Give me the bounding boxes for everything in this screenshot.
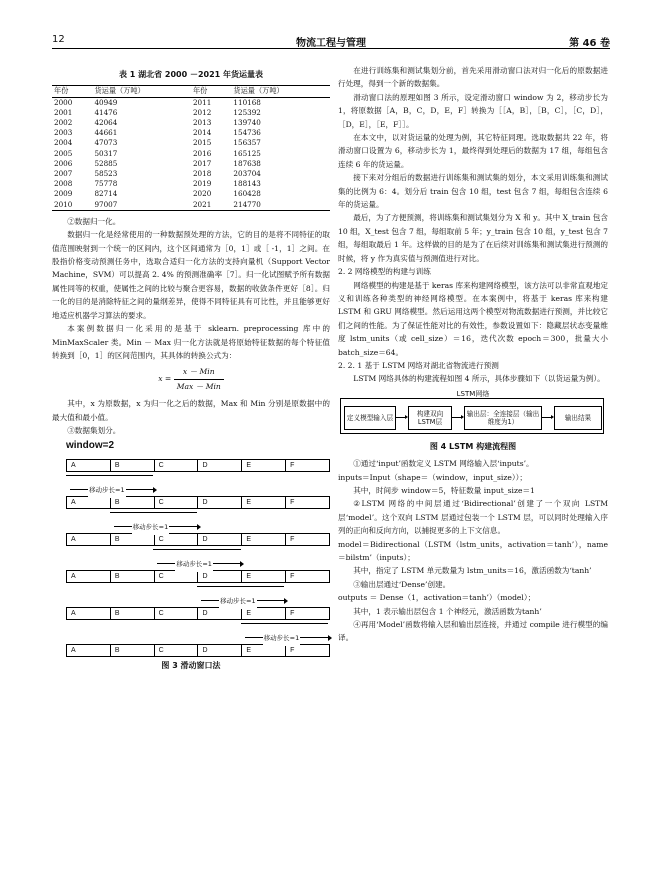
sequence-cell: B	[111, 645, 155, 656]
sequence-cell: B	[111, 608, 155, 619]
table-cell: 44661	[94, 128, 118, 138]
table-cell: 2016	[192, 148, 212, 158]
sequence-cell: D	[198, 460, 242, 471]
page-header	[52, 30, 610, 49]
para-dataset-split-heading: ③数据集划分。	[67, 425, 121, 435]
window-bracket	[197, 586, 284, 587]
flow-title: LSTM网络	[456, 389, 490, 398]
table-cell: 2013	[192, 118, 212, 128]
window-bracket	[153, 549, 240, 550]
step-label: 移动步长=1	[175, 558, 213, 571]
table-cell: 97007	[92, 200, 191, 211]
table-cell: 2006	[54, 158, 73, 168]
flow-arrow	[451, 417, 461, 418]
table-cell: 2009	[54, 189, 73, 199]
flow-box-input: 定义模型输入层	[344, 406, 396, 430]
table-row	[52, 149, 330, 159]
table-cell: 40949	[94, 97, 118, 107]
sequence-cell: F	[290, 536, 295, 544]
sequence-cell: D	[198, 534, 242, 545]
sliding-window-figure	[52, 439, 330, 659]
table-cell: 2011	[192, 97, 212, 107]
sequence-cell: F	[290, 647, 295, 655]
para-lstm-steps: LSTM 网络具体的构建流程如图 4 所示，具体步骤如下（以货运量为例）。	[353, 374, 605, 384]
flow-arrow	[541, 417, 551, 418]
sequence-cell: A	[67, 534, 111, 545]
sequence-cell: B	[111, 460, 155, 471]
sequence-cell: F	[290, 573, 295, 581]
table-cell: 47073	[94, 138, 118, 148]
table-cell: 110168	[233, 97, 261, 107]
formula-denominator: Max － Min	[176, 381, 221, 391]
sequence-cell: A	[67, 608, 111, 619]
window-bracket	[66, 475, 153, 476]
table-cell: 2014	[192, 128, 212, 138]
formula-numerator: x － Min	[174, 365, 224, 379]
code-inputs: inputs＝Input（shape＝（window，input_size））；	[338, 472, 528, 482]
table-cell: 165125	[233, 148, 261, 158]
sequence-cell: E	[242, 645, 286, 656]
sequence-cell: C	[155, 497, 199, 508]
table-cell: 52885	[94, 158, 118, 168]
code-model: model＝Bidirectional（LSTM（lstm_units，activation＝tanh’），name＝bilstm’（inputs）；	[338, 539, 608, 562]
table-cell: 58523	[94, 169, 118, 179]
step3-text: ③输出层通过‘Dense’创建。	[353, 579, 451, 589]
step-label: 移动步长=1	[219, 595, 257, 608]
table-cell: 2002	[54, 118, 73, 128]
table-header-row	[52, 86, 330, 97]
volume-label: 第 46 卷	[569, 38, 610, 49]
formula-lhs: x =	[158, 374, 172, 384]
sequence-cell: A	[67, 645, 111, 656]
table-row	[52, 159, 330, 169]
table-row	[52, 128, 330, 138]
flow-arrow	[395, 417, 405, 418]
table-row	[52, 138, 330, 148]
window-title: window=2	[66, 440, 115, 452]
para-formula-explain: 其中，x 为原数据，x 为归一化之后的数据，Max 和 Min 分别是原数据中的最大值和最小值。	[52, 399, 330, 422]
left-column	[52, 64, 330, 677]
sequence-cell: D	[198, 571, 242, 582]
table-cell: 188143	[233, 179, 261, 189]
table-cell: 2007	[54, 169, 73, 179]
col-header: 货运量（万吨）	[92, 86, 191, 97]
flow-box-output: 输出层：全连接层（输出维度为1）	[464, 406, 542, 430]
step3-note: 其中，1 表示输出层包含 1 个神经元，激活函数为tanh’	[353, 606, 542, 616]
table-cell: 2021	[191, 200, 231, 211]
flow-box-result: 输出结果	[554, 406, 602, 430]
table-cell: 2003	[54, 128, 73, 138]
fig4-caption: 图 4 LSTM 构建流程图	[429, 441, 517, 451]
sequence-cell: C	[155, 608, 199, 619]
para-train-test-split: 接下来对分组后的数据进行训练集和测试集的划分，本文采用训练集和测试集的比例为 6：4。划分后 train 包含 10 组，test 包含 7 组，每组包含连续 6 年的货运量。	[338, 173, 608, 210]
step-label: 移动步长=1	[132, 521, 170, 534]
freight-table	[52, 85, 330, 210]
formula-fraction	[174, 365, 224, 393]
table-cell: 2012	[192, 107, 212, 117]
table-cell: 160428	[233, 189, 261, 199]
code-outputs: outputs ＝ Dense（1，activation＝tanh’）（model）；	[338, 593, 536, 603]
lstm-flowchart	[338, 388, 608, 438]
table-cell: 2019	[192, 179, 212, 189]
table-cell: 41476	[94, 107, 118, 117]
window-sequence-row	[66, 533, 330, 546]
sequence-cell: E	[242, 571, 286, 582]
table-cell: 125392	[233, 107, 261, 117]
para-window-principle: 滑动窗口法的原理如图 3 所示，设定滑动窗口 window 为 2，移动步长为 1，将原数据［A，B，C，D，E，F］转换为［［A，B］，［B，C］，［C，D］，［D，E］，［E，F］］。	[338, 92, 608, 129]
step2-text: ②LSTM 网络的中间层通过‘Bidirectional’创建了一个双向 LSTM 层‘model’。这个双向 LSTM 层通过包装一个 LSTM 层，可以同时处理输入序列的正向和反向方向，以捕捉更多的上下文信息。	[338, 499, 608, 536]
sequence-cell: F	[290, 462, 295, 470]
table-cell: 2008	[54, 179, 73, 189]
table-cell: 187638	[233, 158, 261, 168]
sequence-cell: A	[67, 497, 111, 508]
sequence-cell: A	[67, 571, 111, 582]
window-sequence-row	[66, 644, 330, 657]
table-cell: 139740	[233, 118, 261, 128]
step2-note: 其中，指定了 LSTM 单元数量为 lstm_units＝16，激活函数为‘tanh’	[353, 566, 592, 576]
window-bracket	[241, 623, 328, 624]
table-row	[52, 118, 330, 128]
table-row	[52, 169, 330, 179]
sequence-cell: E	[242, 608, 286, 619]
right-column	[338, 64, 608, 645]
fig3-caption: 图 3 滑动窗口法	[161, 661, 221, 671]
section-2-2-1-heading: 2. 2. 1 基于 LSTM 网络对湖北省物流进行预测	[338, 360, 499, 370]
sequence-cell: D	[198, 608, 242, 619]
table-cell: 2017	[192, 158, 212, 168]
table-cell: 75778	[94, 179, 118, 189]
para-xy-split: 最后，为了方便预测，将训练集和测试集划分为 X 和 y。其中 X_train 包含 10 组，X_test 包含 7 组，每组取前 5 年；y_train 包含 10 组，y_test 包含 7 组，每组取最后 1 年。这样做的目的是为了在后续对训练集和测试集进行预测的时候，将 y 作为真实值与预测值进行对比。	[338, 213, 608, 263]
section-2-2-heading: 2. 2 网络模型的构建与训练	[338, 267, 431, 277]
page-number: 12	[52, 34, 65, 45]
step-label: 移动步长=1	[263, 632, 301, 645]
normalization-formula	[52, 365, 330, 393]
col-header: 货运量（万吨）	[231, 86, 330, 97]
sequence-cell: D	[198, 497, 242, 508]
sequence-cell: D	[198, 645, 242, 656]
table-row	[52, 108, 330, 118]
step4-text: ④再用‘Model’函数将输入层和输出层连接，并通过 compile 进行模型的编译。	[338, 620, 608, 643]
step1-note: 其中，时间步 window＝5，特征数量 input_size＝1	[353, 485, 535, 495]
para-normalization-heading: ②数据归一化。	[67, 216, 121, 226]
window-sequence-row	[66, 496, 330, 509]
sequence-cell: A	[67, 460, 111, 471]
window-bracket	[110, 512, 197, 513]
table-row	[52, 200, 330, 211]
sequence-cell: B	[111, 497, 155, 508]
sequence-cell: C	[155, 534, 199, 545]
flow-box-bilstm: 构建双向LSTM层	[408, 406, 452, 430]
table-cell: 156357	[233, 138, 261, 148]
table-cell: 82714	[94, 189, 118, 199]
sequence-cell: B	[111, 534, 155, 545]
sequence-cell: B	[111, 571, 155, 582]
table-cell: 214770	[231, 200, 330, 211]
table-cell: 2020	[192, 189, 212, 199]
table1-caption: 表 1 湖北省 2000 －2021 年货运量表	[118, 70, 264, 79]
col-header: 年份	[191, 86, 231, 97]
window-sequence-row	[66, 570, 330, 583]
journal-title: 物流工程与管理	[296, 38, 366, 49]
table-cell: 2001	[54, 107, 73, 117]
sequence-cell: E	[242, 460, 286, 471]
table-cell: 42064	[94, 118, 118, 128]
table-cell: 154736	[233, 128, 261, 138]
sequence-cell: E	[242, 497, 286, 508]
sequence-cell: C	[155, 571, 199, 582]
table-cell: 2000	[54, 97, 73, 107]
para-preprocess: 在进行训练集和测试集划分前，首先采用滑动窗口法对归一化后的原数据进行处理，得到一个新的数据集。	[338, 66, 608, 89]
para-model-build: 网络模型的构建是基于 keras 库来构建网络模型，该方法可以非常直观地定义和训练各种类型的神经网络模型。在本案例中，将基于 keras 库来构建 LSTM 和 GRU 网络模型。然后运用这两个模型对物流数据进行预测，并比较它们之间的性能。为了保证性能对比的有效性，参数设置如下：隐藏层状态变量维度 lstm_units（或 cell_size）＝16，迭代次数 epoch＝300，批量大小 batch_size＝64。	[338, 280, 608, 357]
sequence-cell: C	[155, 460, 199, 471]
sequence-cell: E	[242, 534, 286, 545]
table-row	[52, 179, 330, 189]
table-cell: 2004	[54, 138, 73, 148]
table-cell: 2005	[54, 148, 73, 158]
step1-text: ①通过‘input’函数定义 LSTM 网络输入层‘inputs’。	[353, 459, 534, 469]
table-cell: 50317	[94, 148, 118, 158]
table-cell: 2018	[192, 169, 212, 179]
para-minmax: 本案例数据归一化采用的是基于 sklearn. preprocessing 库中的 MinMaxScaler 类。Min － Max 归一化方法就是将原始特征数据的每个特征值转换到［0，1］的区间范围内，其具体的转换公式为：	[52, 324, 330, 360]
step-label: 移动步长=1	[88, 484, 126, 497]
table-cell: 203704	[233, 169, 261, 179]
window-sequence-row	[66, 607, 330, 620]
para-normalization: 数据归一化是经常使用的一种数据预处理的方法，它的目的是将不同特征的取值范围映射到一个统一的区间内，这个区间通常为［0，1］或［ -1，1］之间。在股指价格变动预测任务中，选取合适归一化方法的支持向量机（Support Vector Machine，SVM）可以提高 2. 4% 的预测准确率［7］。归一化试图赋予所有数据属性同等的权重，使属性之间的比较与聚合更容易，数据的收敛条件更好［8］。归一化的目的是消除特征之间的量纲差异，使得不同特征具有可比性，并且能够更好地适应机器学习算法的要求。	[52, 230, 330, 320]
table-cell: 2015	[192, 138, 212, 148]
para-window-setting: 在本文中，以对货运量的处理为例，其它特征同理。选取数据共 22 年，将滑动窗口设置为 6，移动步长为 1，最终得到处理后的数据为 17 组，每组包含连续 6 年的货运量。	[338, 133, 608, 169]
sequence-cell: F	[290, 499, 295, 507]
col-header: 年份	[52, 86, 92, 97]
sequence-cell: C	[155, 645, 199, 656]
sequence-cell: F	[290, 610, 295, 618]
table-cell: 2010	[52, 200, 92, 211]
table-row	[52, 189, 330, 199]
table-body	[52, 97, 330, 210]
window-sequence-row	[66, 459, 330, 472]
table-row	[52, 97, 330, 108]
